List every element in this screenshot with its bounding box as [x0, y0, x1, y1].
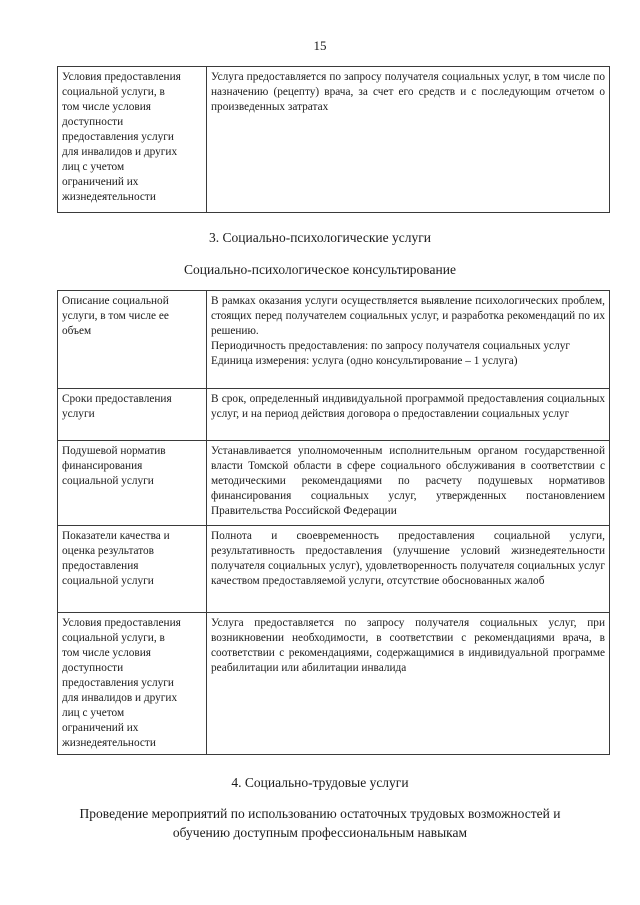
- table-row: [58, 67, 610, 213]
- table-row: [58, 389, 610, 441]
- section-4-subtitle: Проведение мероприятий по использованию остаточных трудовых возможностей и обучению доступным профессиональным навыкам: [79, 806, 561, 840]
- row-label: Сроки предоставления услуги: [58, 389, 207, 441]
- psychological-consulting-table: [57, 290, 610, 755]
- row-label: Показатели качества и оценка результатов предоставления социальной услуги: [58, 526, 207, 613]
- table-row: [58, 613, 610, 755]
- page-number: 15: [313, 38, 327, 53]
- row-label: Подушевой норматив финансирования социальной услуги: [58, 441, 207, 526]
- row-label: Описание социальной услуги, в том числе ее объем: [58, 291, 207, 389]
- row-label: Условия предоставления социальной услуги, в том числе условия доступности предоставления услуги для инвалидов и других лиц с учетом ограничений их жизнедеятельности: [58, 67, 207, 213]
- table-row: [58, 441, 610, 526]
- row-value: В рамках оказания услуги осуществляется выявление психологических проблем, стоящих перед получателем социальных услуг, и разработка рекомендаций по их решению. Периодичность предоставления: по запросу получателя социальных услуг Единица измерения: услуга (одно консультирование – 1 услуга): [207, 291, 610, 389]
- section-3-title: 3. Социально-психологические услуги: [209, 230, 431, 245]
- section-4-title: 4. Социально-трудовые услуги: [231, 775, 409, 790]
- table-row: [58, 526, 610, 613]
- table-row: [58, 291, 610, 389]
- row-value: Услуга предоставляется по запросу получателя социальных услуг, в том числе по назначению (рецепту) врача, за счет его средств и с последующим отчетом о произведенных затратах: [207, 67, 610, 213]
- row-value: Устанавливается уполномоченным исполнительным органом государственной власти Томской области в сфере социального обслуживания в соответствии с методическими рекомендациями по расчету подушевых нормативов финансирования социальных услуг, утвержденных постановлением Правительства Российской Федерации: [207, 441, 610, 526]
- row-value: Услуга предоставляется по запросу получателя социальных услуг, при возникновении необходимости, в соответствии с рекомендациями врача, в соответствии с рекомендациями, содержащимися в индивидуальной программе реабилитации или абилитации инвалида: [207, 613, 610, 755]
- row-value: В срок, определенный индивидуальной программой предоставления социальных услуг, и на период действия договора о предоставлении социальных услуг: [207, 389, 610, 441]
- row-label: Условия предоставления социальной услуги, в том числе условия доступности предоставления услуги для инвалидов и других лиц с учетом ограничений их жизнедеятельности: [58, 613, 207, 755]
- row-value: Полнота и своевременность предоставления социальной услуги, результативность предоставления (улучшение условий жизнедеятельности получателя социальных услуг), удовлетворенность получателя социальных услуг качеством предоставляемой услуги, отсутствие обоснованных жалоб: [207, 526, 610, 613]
- section-3-subtitle: Социально-психологическое консультирование: [184, 262, 456, 277]
- top-service-table: [57, 66, 610, 213]
